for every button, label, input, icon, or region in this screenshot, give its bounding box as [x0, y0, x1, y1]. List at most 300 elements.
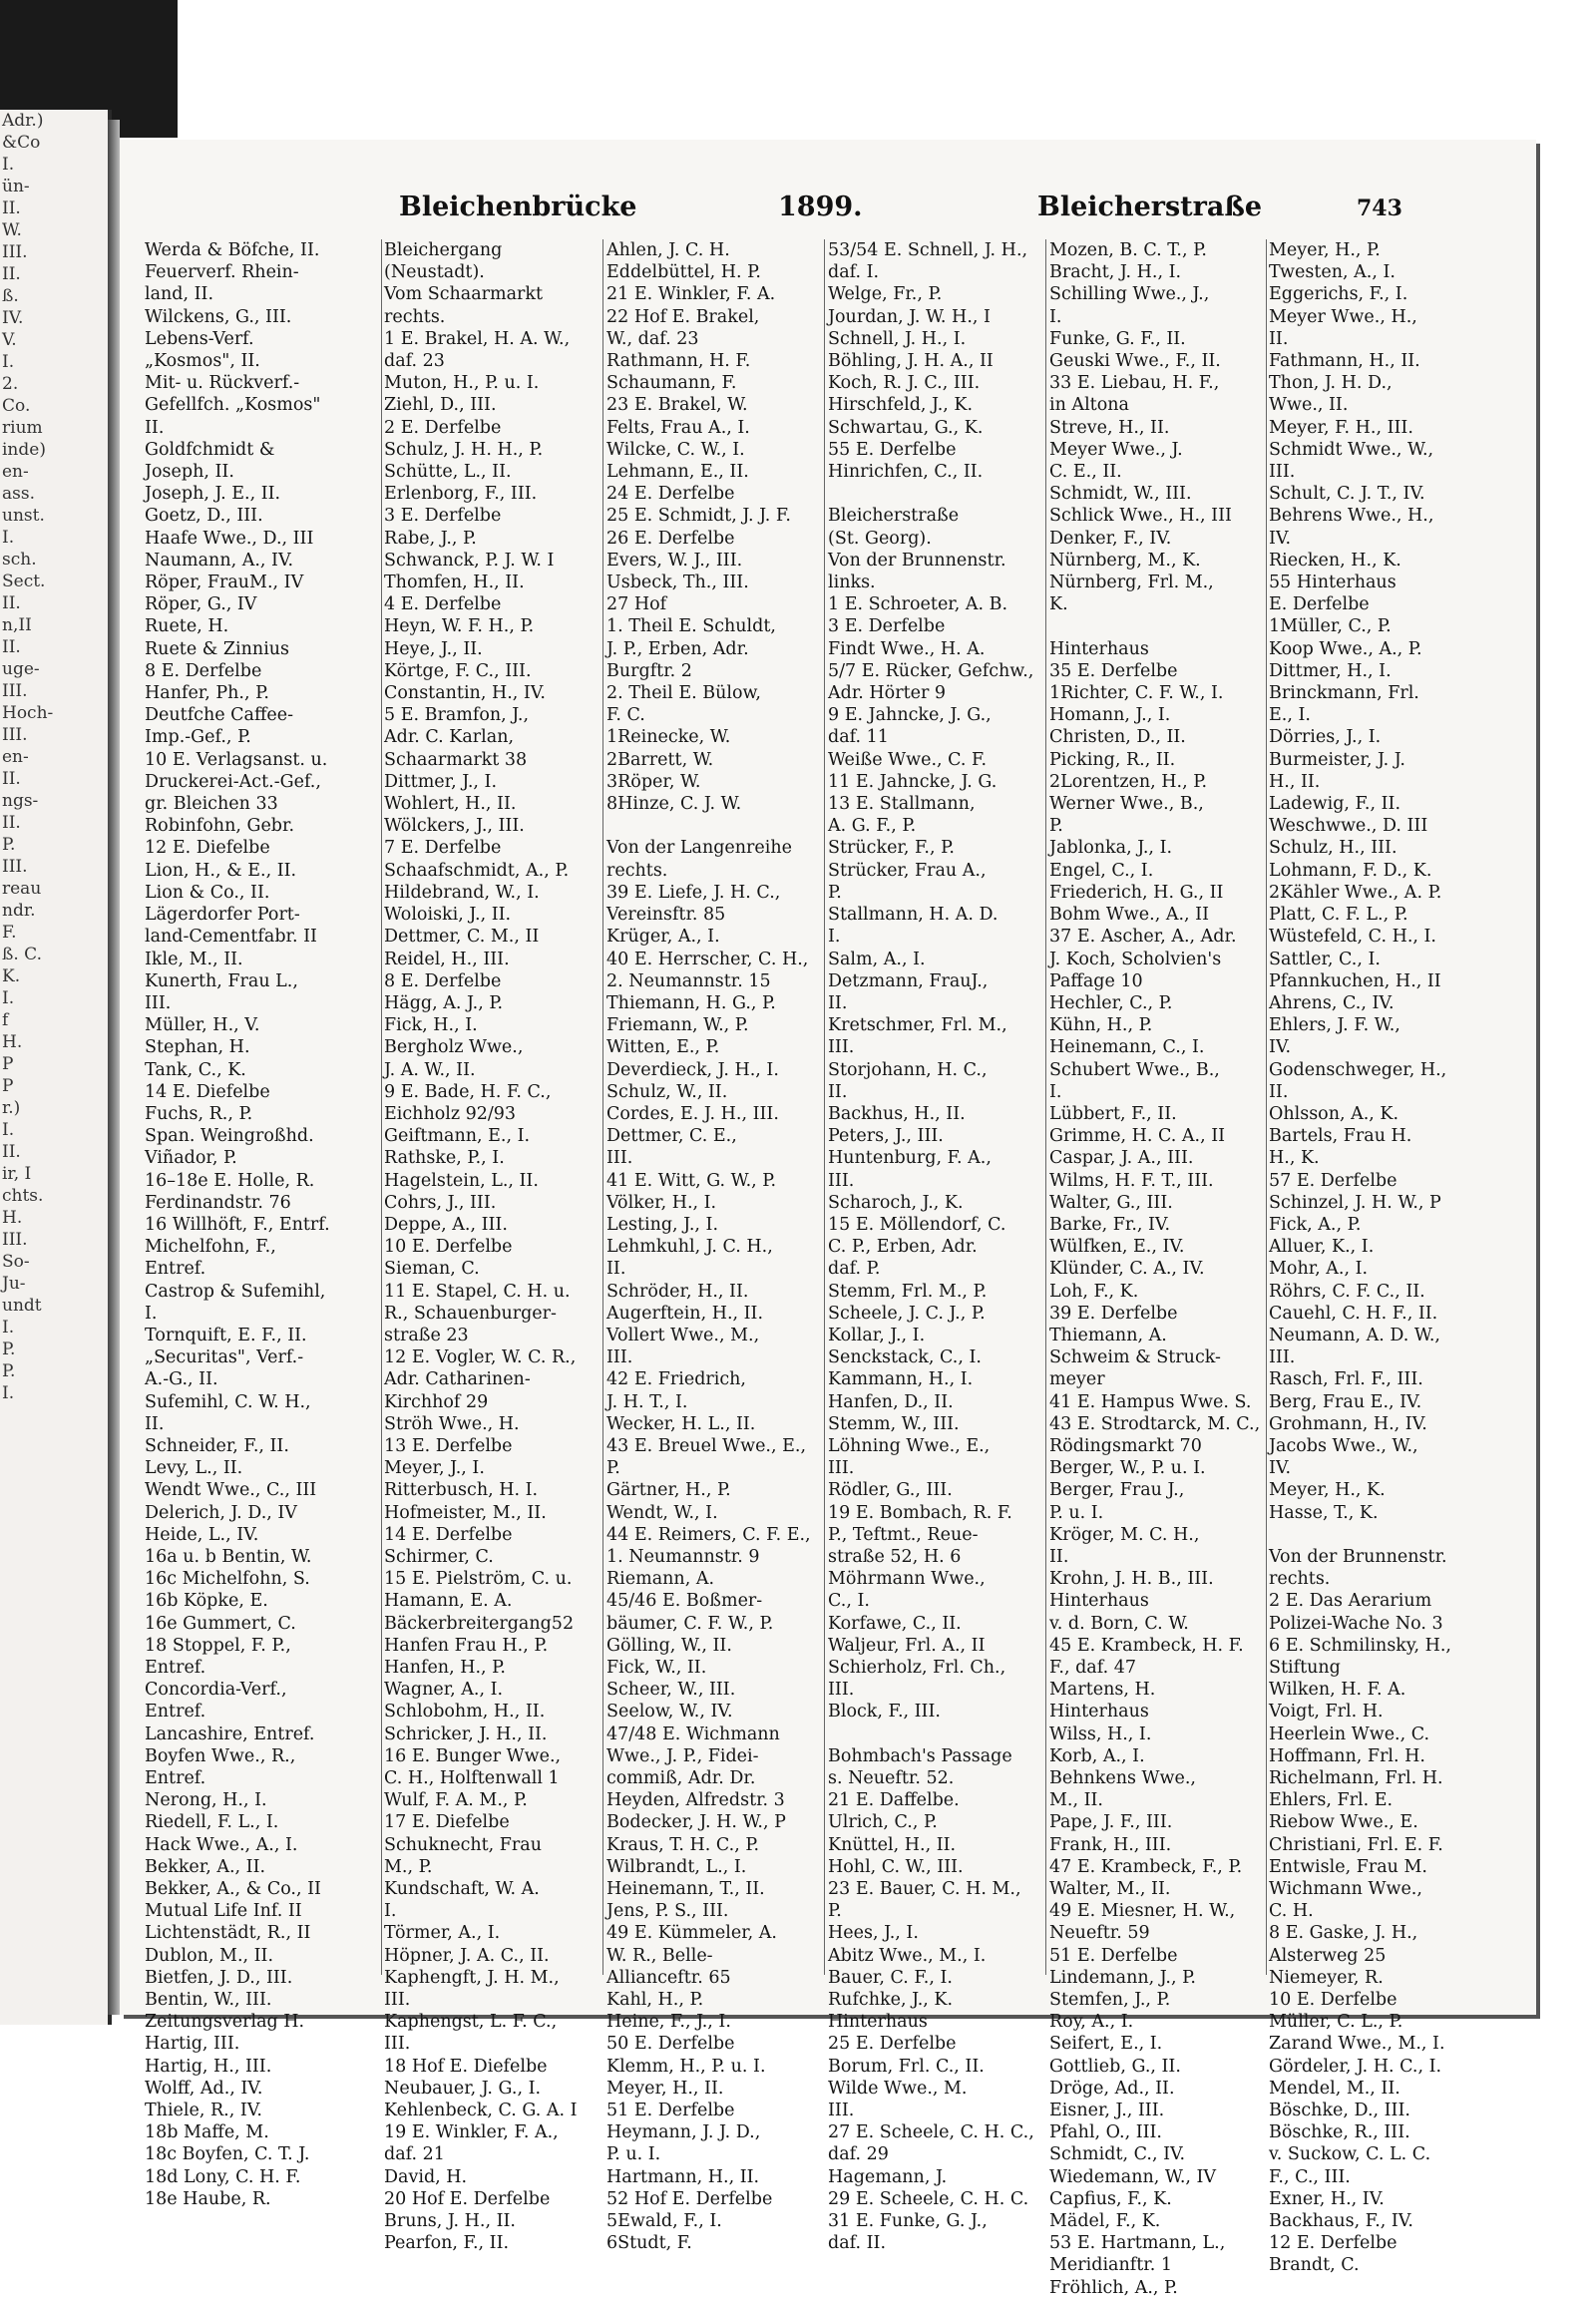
directory-entry: 45 E. Krambeck, H. F. [1049, 1635, 1244, 1656]
left-page-fragment: III. [2, 242, 28, 262]
directory-entry: Tornquift, E. F., II. [145, 1325, 307, 1345]
directory-entry: P. [828, 882, 842, 903]
directory-entry: Wagner, A., I. [384, 1680, 504, 1701]
directory-entry: Kehlenbeck, C. G. A. I [384, 2101, 578, 2121]
directory-entry: Mohr, A., I. [1269, 1259, 1369, 1280]
directory-entry: 51 E. Derfelbe [1049, 1945, 1178, 1966]
directory-entry: Lancashire, Entref. [145, 1724, 315, 1744]
directory-entry: IV. [1269, 1037, 1292, 1058]
directory-entry: Berg, Frau E., IV. [1269, 1391, 1422, 1412]
directory-entry: Martens, H. [1049, 1680, 1156, 1701]
directory-entry: Friemann, W., P. [606, 1015, 749, 1036]
directory-entry: in Altona [1049, 395, 1129, 416]
directory-entry: Kretschmer, Frl. M., [828, 1015, 1007, 1036]
directory-entry: 44 E. Reimers, C. F. E., [606, 1524, 811, 1545]
directory-entry: 9 E. Bade, H. F. C., [384, 1081, 552, 1102]
left-page-fragment: I. [2, 1318, 15, 1338]
directory-entry: W., daf. 23 [606, 328, 699, 349]
directory-entry: 18d Lony, C. H. F. [145, 2166, 301, 2187]
directory-entry: Godenschweger, H., [1269, 1059, 1447, 1080]
directory-entry: Hamann, E. A. [384, 1591, 513, 1612]
directory-entry: Wilken, H. F. A. [1269, 1680, 1406, 1701]
directory-entry: Schuknecht, Frau [384, 1834, 543, 1855]
directory-entry: Walter, G., III. [1049, 1192, 1173, 1213]
directory-entry: Schmidt Wwe., W., [1269, 439, 1434, 460]
directory-entry: Weschwwe., D. III [1269, 816, 1428, 837]
left-page-fragment: Ju- [2, 1274, 26, 1294]
directory-entry: Müller, H., V. [145, 1015, 260, 1036]
directory-entry: Bäckerbreitergang52 [384, 1613, 575, 1634]
directory-entry: Heymann, J. J. D., [606, 2122, 761, 2143]
directory-entry: C., I. [828, 1591, 870, 1612]
left-page-fragment: I. [2, 988, 15, 1008]
directory-entry: III. [1269, 1347, 1296, 1368]
left-page-fragment: ß. C. [2, 945, 42, 964]
directory-entry: Strücker, F., P. [828, 838, 955, 859]
left-page-fragment: sch. [2, 550, 37, 570]
directory-entry: Hartmann, H., II. [606, 2166, 760, 2187]
directory-entry: Schneider, F., II. [145, 1435, 289, 1456]
directory-entry: Lindemann, J., P. [1049, 1967, 1196, 1988]
directory-entry: 5 E. Bramfon, J., [384, 705, 530, 726]
directory-entry: Schaarmarkt 38 [384, 749, 528, 770]
directory-entry: Bruns, J. H., II. [384, 2211, 516, 2232]
directory-entry: Thiemann, H. G., P. [606, 992, 776, 1013]
directory-entry: Zeitungsverlag H. [145, 2012, 305, 2033]
directory-entry: Nerong, H., I. [145, 1790, 267, 1811]
directory-entry: Nürnberg, Frl. M., [1049, 573, 1214, 593]
left-page-fragment: P. [2, 1340, 16, 1359]
directory-entry: Kahl, H., P. [606, 1990, 704, 2011]
directory-entry: I. [145, 1303, 158, 1324]
directory-entry: Hinterhaus [828, 2012, 928, 2033]
directory-entry: Lägerdorfer Port- [145, 905, 300, 926]
directory-entry: Wulf, F. A. M., P. [384, 1790, 528, 1811]
directory-entry: Schweim & Struck- [1049, 1347, 1221, 1368]
directory-entry: Castrop & Sufemihl, [145, 1281, 326, 1302]
directory-column-6 [1269, 239, 1498, 2276]
directory-entry: 11 E. Stapel, C. H. u. [384, 1281, 571, 1302]
directory-entry: Streve, H., II. [1049, 417, 1170, 438]
directory-entry: Rathske, P., I. [384, 1148, 505, 1169]
directory-entry: Ikle, M., II. [145, 949, 243, 969]
left-page-fragment: inde) [2, 440, 46, 460]
directory-entry: Behnkens Wwe., [1049, 1768, 1196, 1789]
directory-entry: Meyer, J., I. [384, 1458, 485, 1479]
directory-entry: K. [1049, 594, 1068, 615]
directory-entry: Burmeister, J. J. [1269, 749, 1405, 770]
directory-entry: 27 Hof [606, 594, 667, 615]
directory-entry: Abitz Wwe., M., I. [828, 1945, 987, 1966]
directory-entry: Wohlert, H., II. [384, 794, 517, 815]
directory-entry: Eichholz 92/93 [384, 1103, 517, 1124]
directory-entry: Scharoch, J., K. [828, 1192, 964, 1213]
directory-entry: Entwisle, Frau M. [1269, 1856, 1427, 1877]
directory-column-1 [145, 239, 384, 2209]
book-spine [108, 120, 120, 2015]
directory-entry: Ladewig, F., II. [1269, 794, 1401, 815]
directory-entry: Meyer, H., K. [1269, 1480, 1386, 1501]
directory-entry: Lion, H., & E., II. [145, 860, 297, 881]
left-page-fragment: ir, I [2, 1164, 32, 1184]
directory-entry: Cordes, E. J. H., III. [606, 1103, 779, 1124]
directory-entry: Koch, R. J. C., III. [828, 373, 981, 394]
left-page-fragment: F. [2, 923, 17, 943]
directory-entry: Wülfken, E., IV. [1049, 1237, 1185, 1258]
directory-entry: 7 E. Derfelbe [384, 838, 502, 859]
directory-entry: meyer [1049, 1369, 1105, 1390]
left-page-fragment: K. [2, 966, 21, 986]
directory-entry: Riebow Wwe., E. [1269, 1812, 1418, 1833]
directory-entry: Caspar, J. A., III. [1049, 1148, 1194, 1169]
directory-entry: straße 23 [384, 1325, 469, 1345]
directory-entry: Schirmer, C. [384, 1546, 494, 1567]
directory-entry: Lesting, J., I. [606, 1214, 719, 1235]
directory-entry: Stephan, H. [145, 1037, 250, 1058]
directory-entry: Ferdinandstr. 76 [145, 1192, 291, 1213]
directory-entry: 47 E. Krambeck, F., P. [1049, 1856, 1243, 1877]
directory-entry: Evers, W. J., III. [606, 550, 743, 571]
left-page-fragment: W. [2, 220, 22, 240]
directory-entry: J. H. T., I. [606, 1391, 688, 1412]
left-page-fragment: I. [2, 1120, 15, 1140]
left-page-fragment: unst. [2, 506, 45, 526]
directory-entry: Meridianftr. 1 [1049, 2255, 1172, 2276]
directory-entry: I. [1049, 306, 1062, 327]
directory-entry: 14 E. Diefelbe [145, 1081, 270, 1102]
directory-entry: Entref. [145, 1658, 206, 1678]
directory-entry: Geiftmann, E., I. [384, 1126, 531, 1147]
directory-entry: Roy, A., I. [1049, 2012, 1134, 2033]
left-page-fragment: r.) [2, 1098, 21, 1118]
directory-entry: Strücker, Frau A., [828, 860, 987, 881]
left-page-fragment: ngs- [2, 791, 39, 811]
left-page-fragment: I. [2, 528, 15, 548]
directory-entry: Dörries, J., I. [1269, 727, 1382, 748]
directory-entry: II. [145, 1413, 165, 1434]
directory-entry [828, 483, 1052, 505]
directory-entry: Dittmer, J., I. [384, 771, 498, 792]
left-page-fragment: 2. [2, 374, 19, 394]
directory-entry: Entref. [145, 1768, 206, 1789]
directory-entry: Thomfen, H., II. [384, 573, 525, 593]
directory-entry: Hack Wwe., A., I. [145, 1834, 298, 1855]
directory-entry: R., Schauenburger- [384, 1303, 557, 1324]
directory-entry: Wilss, H., I. [1049, 1724, 1152, 1744]
directory-entry: Hechler, C., P. [1049, 992, 1173, 1013]
directory-entry: Erlenborg, F., III. [384, 484, 538, 505]
directory-entry: commiß, Adr. Dr. [606, 1768, 756, 1789]
left-page-fragment: III. [2, 1230, 28, 1250]
directory-entry: 55 Hinterhaus [1269, 573, 1396, 593]
directory-entry: 20 Hof E. Derfelbe [384, 2188, 551, 2209]
header-year: 1899. [778, 192, 863, 222]
directory-entry: Bohm Wwe., A., II [1049, 905, 1209, 926]
directory-entry: 18c Boyfen, C. T. J. [145, 2144, 310, 2165]
directory-entry: Korfawe, C., II. [828, 1613, 962, 1634]
left-page-fragment: Adr.) [2, 111, 44, 131]
directory-entry: bäumer, C. F. W., P. [606, 1613, 774, 1634]
left-page-fragment: rium [2, 418, 43, 438]
directory-entry: Kaphengst, L. F. C., [384, 2012, 558, 2033]
directory-entry: P. [1049, 816, 1063, 837]
directory-entry: Meyer, H., II. [606, 2078, 724, 2099]
directory-entry: Hagemann, J. [828, 2166, 948, 2187]
directory-entry: Wilms, H. F. T., III. [1049, 1170, 1214, 1191]
directory-entry: Riemann, A. [606, 1569, 715, 1590]
directory-entry: 16 E. Bunger Wwe., [384, 1745, 562, 1766]
left-page-fragment: III. [2, 681, 28, 701]
directory-entry: Fick, W., II. [606, 1658, 707, 1678]
directory-entry: Delerich, J. D., IV [145, 1502, 297, 1523]
directory-entry: Hohl, C. W., III. [828, 1856, 964, 1877]
directory-entry: Rabe, J., P. [384, 528, 477, 549]
directory-entry: Meyer, F. H., III. [1269, 417, 1413, 438]
directory-entry: Borum, Frl. C., II. [828, 2056, 985, 2077]
directory-entry: 55 E. Derfelbe [828, 439, 957, 460]
directory-entry: 9 E. Jahncke, J. G., [828, 705, 992, 726]
directory-entry: Schulz, J. H. H., P. [384, 439, 544, 460]
directory-entry: Werner Wwe., B., [1049, 794, 1204, 815]
directory-entry: C. H., Holftenwall 1 [384, 1768, 560, 1789]
directory-entry: Röper, G., IV [145, 594, 257, 615]
directory-entry: Wiedemann, W., IV [1049, 2166, 1217, 2187]
directory-entry: 52 Hof E. Derfelbe [606, 2188, 773, 2209]
directory-entry: C. P., Erben, Adr. [828, 1237, 978, 1258]
directory-entry: Schmidt, C., IV. [1049, 2144, 1186, 2165]
directory-entry: Böschke, D., III. [1269, 2101, 1410, 2121]
directory-entry: Peters, J., III. [828, 1126, 944, 1147]
directory-entry: Mozen, B. C. T., P. [1049, 240, 1207, 260]
directory-entry: III. [384, 2034, 411, 2055]
directory-entry: 31 E. Funke, G. J., [828, 2211, 988, 2232]
directory-entry: Wendt, W., I. [606, 1502, 718, 1523]
directory-entry: Jacobs Wwe., W., [1269, 1435, 1418, 1456]
directory-entry: P., Teftmt., Reue- [828, 1524, 979, 1545]
left-page-fragment: ass. [2, 484, 35, 504]
directory-entry: Robinfohn, Gebr. [145, 816, 295, 837]
directory-entry: daf. P. [828, 1259, 881, 1280]
left-page-fragment: Sect. [2, 572, 46, 591]
directory-entry: rechts. [606, 860, 668, 881]
directory-entry: Korb, A., I. [1049, 1745, 1145, 1766]
directory-entry: Huntenburg, F. A., [828, 1148, 992, 1169]
directory-entry: 2 E. Derfelbe [384, 417, 502, 438]
directory-entry: Bergholz Wwe., [384, 1037, 524, 1058]
directory-entry: E. Derfelbe [1269, 594, 1370, 615]
directory-entry: Ehlers, Frl. E. [1269, 1790, 1394, 1811]
directory-entry: Schulz, W., II. [606, 1081, 728, 1102]
directory-entry: Rödingsmarkt 70 [1049, 1435, 1202, 1456]
directory-entry: Törmer, A., I. [384, 1923, 501, 1944]
directory-entry: A. G. F., P. [828, 816, 917, 837]
directory-entry: Grohmann, H., IV. [1269, 1413, 1427, 1434]
directory-entry: Barke, Fr., IV. [1049, 1214, 1171, 1235]
directory-entry: 25 E. Schmidt, J. J. F. [606, 506, 791, 527]
directory-entry: Loh, F., K. [1049, 1281, 1139, 1302]
directory-entry: 39 E. Liefe, J. H. C., [606, 882, 781, 903]
directory-entry: 8Hinze, C. J. W. [606, 794, 742, 815]
directory-entry: 19 E. Bombach, R. F. [828, 1502, 1012, 1523]
directory-entry: Hagelstein, L., II. [384, 1170, 539, 1191]
directory-entry: Nürnberg, M., K. [1049, 550, 1201, 571]
directory-entry: 47/48 E. Wichmann [606, 1724, 780, 1744]
directory-entry: Christen, D., II. [1049, 727, 1186, 748]
left-page-fragment: So- [2, 1252, 30, 1272]
directory-entry: Ritterbusch, H. I. [384, 1480, 539, 1501]
directory-entry: Ohlsson, A., K. [1269, 1103, 1399, 1124]
directory-entry: Völker, H., I. [606, 1192, 717, 1213]
directory-entry: Homann, J., I. [1049, 705, 1171, 726]
directory-entry: Bleichergang [384, 240, 503, 260]
directory-entry: Witten, E., P. [606, 1037, 720, 1058]
directory-entry: Mutual Life Inf. II [145, 1901, 302, 1922]
directory-entry: J. A. W., II. [384, 1059, 476, 1080]
directory-entry: Engel, C., I. [1049, 860, 1154, 881]
directory-entry: Hinterhaus [1049, 1702, 1149, 1723]
directory-entry: 21 E. Winkler, F. A. [606, 284, 776, 305]
directory-entry: Scheer, W., III. [606, 1680, 736, 1701]
directory-entry: 1Reinecke, W. [606, 727, 731, 748]
directory-entry: Schaumann, F. [606, 373, 737, 394]
directory-entry: land, II. [145, 284, 214, 305]
directory-entry: Funke, G. F., II. [1049, 328, 1186, 349]
directory-entry: P. u. I. [606, 2144, 661, 2165]
directory-entry: 23 E. Brakel, W. [606, 395, 748, 416]
left-page-fragment: III. [2, 857, 28, 877]
directory-entry: Richelmann, Frl. H. [1269, 1768, 1443, 1789]
directory-entry: Wwe., II. [1269, 395, 1349, 416]
directory-entry: Eggerichs, F., I. [1269, 284, 1408, 305]
directory-entry: Ruete & Zinnius [145, 638, 290, 659]
directory-entry: Fuchs, R., P. [145, 1103, 253, 1124]
directory-entry: Alluer, K., I. [1269, 1237, 1375, 1258]
directory-entry: 2Lorentzen, H., P. [1049, 771, 1208, 792]
directory-entry: Platt, C. F. L., P. [1269, 905, 1408, 926]
directory-entry: Thiele, R., IV. [145, 2101, 262, 2121]
directory-entry: Scheele, J. C. J., P. [828, 1303, 986, 1324]
directory-entry: Böschke, R., III. [1269, 2122, 1410, 2143]
directory-entry: Hinterhaus [1049, 638, 1149, 659]
left-page-fragment: I. [2, 1383, 15, 1403]
directory-entry: 27 E. Scheele, C. H. C., [828, 2122, 1034, 2143]
left-page-fragment: II. [2, 813, 21, 833]
directory-entry: F. C. [606, 705, 645, 726]
directory-entry: 15 E. Möllendorf, C. [828, 1214, 1006, 1235]
directory-entry: Lohmann, F. D., K. [1269, 860, 1432, 881]
directory-entry: Mendel, M., II. [1269, 2078, 1400, 2099]
directory-entry: Bodecker, J. H. W., P [606, 1812, 786, 1833]
directory-entry: Findt Wwe., H. A. [828, 638, 986, 659]
left-page-fragment: II. [2, 198, 21, 218]
directory-entry: Entref. [145, 1702, 206, 1723]
directory-entry: Kundschaft, W. A. [384, 1879, 540, 1900]
directory-entry: 16 Willhöft, F., Entrf. [145, 1214, 330, 1235]
directory-entry: Schwanck, P. J. W. I [384, 550, 555, 571]
directory-entry: Koop Wwe., A., P. [1269, 638, 1422, 659]
directory-entry: Geuski Wwe., F., II. [1049, 351, 1221, 372]
directory-entry: II. [828, 992, 848, 1013]
directory-entry: Schmidt, W., III. [1049, 484, 1192, 505]
left-page-fragment: P. [2, 1361, 16, 1381]
directory-entry: Reidel, H., III. [384, 949, 510, 969]
directory-entry: Hinrichfen, C., II. [828, 462, 984, 483]
directory-entry: Rödler, G., III. [828, 1480, 953, 1501]
directory-entry: Stemfen, J., P. [1049, 1990, 1171, 2011]
directory-entry: Stiftung [1269, 1658, 1341, 1678]
left-page-fragment: &Co [2, 133, 41, 153]
directory-entry: Storjohann, H. C., [828, 1059, 988, 1080]
directory-entry: Zarand Wwe., M., I. [1269, 2034, 1445, 2055]
directory-entry: 53/54 E. Schnell, J. H., [828, 240, 1028, 260]
directory-entry: rechts. [1269, 1569, 1331, 1590]
directory-entry: P. [828, 1901, 842, 1922]
directory-entry: 25 E. Derfelbe [828, 2034, 957, 2055]
directory-entry: Mit- u. Rückverf.- [145, 373, 300, 394]
directory-entry: H., II. [1269, 771, 1321, 792]
directory-entry: 49 E. Miesner, H. W., [1049, 1901, 1236, 1922]
directory-entry: Cauehl, C. H. F., II. [1269, 1303, 1438, 1324]
directory-entry: IV. [1269, 1458, 1292, 1479]
directory-entry: 40 E. Herrscher, C. H., [606, 949, 809, 969]
directory-entry: Meyer, H., P. [1269, 240, 1381, 260]
directory-entry: 10 E. Derfelbe [1269, 1990, 1397, 2011]
directory-entry: 43 E. Strodtarck, M. C., [1049, 1413, 1261, 1434]
directory-entry: Hoffmann, Frl. H. [1269, 1745, 1425, 1766]
directory-entry: A.-G., II. [145, 1369, 218, 1390]
directory-entry: Fick, A., P. [1269, 1214, 1362, 1235]
directory-entry: Brinckmann, Frl. [1269, 683, 1419, 704]
directory-entry: 57 E. Derfelbe [1269, 1170, 1397, 1191]
left-page-fragments [0, 110, 108, 1404]
directory-entry: Deverdieck, J. H., I. [606, 1059, 779, 1080]
directory-entry: „Kosmos", II. [145, 351, 260, 372]
directory-entry: Schricker, J. H., II. [384, 1724, 548, 1744]
directory-entry: Behrens Wwe., H., [1269, 506, 1434, 527]
directory-entry: Block, F., III. [828, 1702, 941, 1723]
directory-entry: 24 E. Derfelbe [606, 484, 735, 505]
directory-entry: 6 E. Schmilinsky, H., [1269, 1635, 1451, 1656]
directory-entry: 17 E. Diefelbe [384, 1812, 510, 1833]
directory-entry: Sattler, C., I. [1269, 949, 1381, 969]
directory-entry: Eddelbüttel, H. P. [606, 262, 761, 283]
directory-entry: Jablonka, J., I. [1049, 838, 1173, 859]
directory-entry: Wilckens, G., III. [145, 306, 292, 327]
directory-entry: Rufchke, J., K. [828, 1990, 954, 2011]
directory-entry: Hofmeister, M., II. [384, 1502, 547, 1523]
directory-entry: E., I. [1269, 705, 1311, 726]
left-page-fragment: Co. [2, 396, 31, 416]
directory-entry: Ehlers, J. F. W., [1269, 1015, 1400, 1036]
directory-entry: links. [828, 573, 876, 593]
directory-entry: F., C., III. [1269, 2166, 1351, 2187]
directory-entry: Viñador, P. [145, 1148, 237, 1169]
directory-entry: Von der Langenreihe [606, 838, 792, 859]
directory-entry: Schaafschmidt, A., P. [384, 860, 570, 881]
directory-entry: Tank, C., K. [145, 1059, 246, 1080]
directory-entry: Weiße Wwe., C. F. [828, 749, 988, 770]
directory-entry: 2Barrett, W. [606, 749, 714, 770]
directory-entry: Heyden, Alfredstr. 3 [606, 1790, 785, 1811]
directory-entry: Hasse, T., K. [1269, 1502, 1379, 1523]
directory-entry: 1 E. Brakel, H. A. W., [384, 328, 571, 349]
directory-entry: 5Ewald, F., I. [606, 2211, 722, 2232]
directory-entry: Gefellfch. „Kosmos" [145, 395, 321, 416]
directory-entry: Seifert, E., I. [1049, 2034, 1163, 2055]
directory-entry: Bracht, J. H., I. [1049, 262, 1182, 283]
directory-entry: III. [828, 1037, 855, 1058]
directory-entry: Naumann, A., IV. [145, 550, 294, 571]
